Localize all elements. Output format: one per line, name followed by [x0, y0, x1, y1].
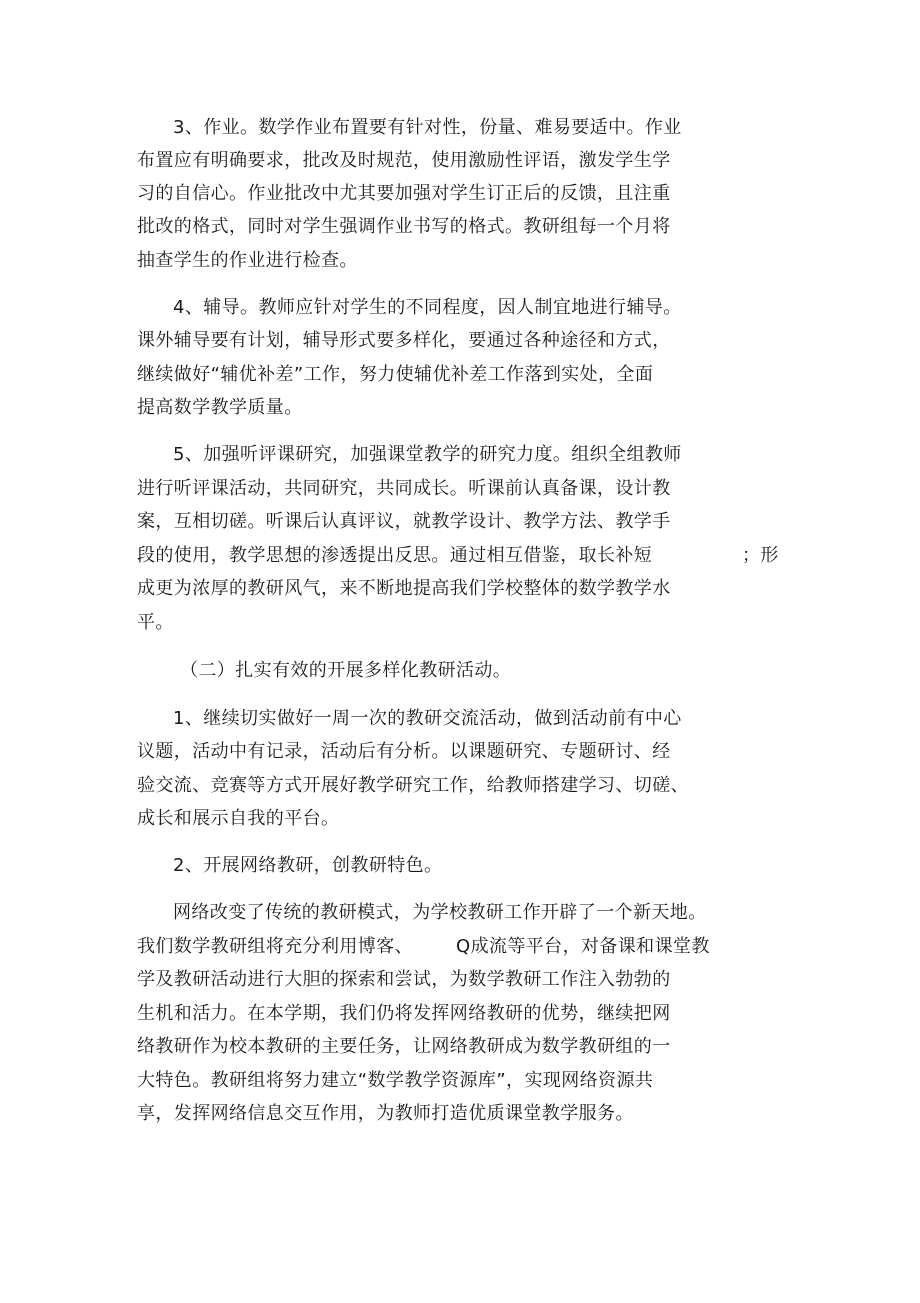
text-line-fragment: Q成流等平台，对备课和课堂教	[456, 936, 710, 957]
text-line: 习的自信心。作业批改中尤其要加强对学生订正后的反馈，且注重	[137, 183, 671, 204]
section-heading: （二）扎实有效的开展多样化教研活动。	[180, 660, 512, 681]
text-line: 议题，活动中有记录，活动后有分析。以课题研究、专题研讨、经	[137, 741, 671, 762]
text-line: 段的使用，教学思想的渗透提出反思。通过相互借鉴，取长补短	[137, 545, 653, 566]
text-line: 我们数学教研组将充分利用博客、	[137, 936, 413, 957]
text-line: 网络改变了传统的教研模式，为学校教研工作开辟了一个新天地。	[173, 902, 707, 923]
text-line: 验交流、竞赛等方式开展好教学研究工作，给教师搭建学习、切磋、	[137, 775, 689, 796]
text-line: 案，互相切磋。听课后认真评议，就教学设计、教学方法、教学手	[137, 511, 671, 532]
text-line: 批改的格式，同时对学生强调作业书写的格式。教研组每一个月将	[137, 216, 671, 237]
text-line: 抽查学生的作业进行检查。	[137, 250, 358, 271]
text-line: 3、作业。数学作业布置要有针对性，份量、难易要适中。作业	[173, 117, 682, 138]
text-line: 大特色。教研组将努力建立“数学教学资源库”，实现网络资源共	[137, 1070, 654, 1091]
text-line: 布置应有明确要求，批改及时规范，使用激励性评语，激发学生学	[137, 150, 671, 171]
text-line: 生机和活力。在本学期，我们仍将发挥网络教研的优势，继续把网	[137, 1003, 671, 1024]
text-line: 学及教研活动进行大胆的探索和尝试，为数学教研工作注入勃勃的	[137, 969, 671, 990]
text-line: 进行听评课活动，共同研究，共同成长。听课前认真备课，设计教	[137, 478, 671, 499]
text-line: 平。	[137, 612, 174, 633]
text-line: 络教研作为校本教研的主要任务，让网络教研成为数学教研组的一	[137, 1036, 671, 1057]
text-line: 5、加强听评课研究，加强课堂教学的研究力度。组织全组教师	[173, 444, 682, 465]
text-line: 享，发挥网络信息交互作用，为教师打造优质课堂教学服务。	[137, 1103, 634, 1124]
text-line-fragment: ；形	[742, 545, 779, 566]
text-line: 4、辅导。教师应针对学生的不同程度，因人制宜地进行辅导。	[173, 297, 682, 318]
text-line: 2、开展网络教研，创教研特色。	[173, 855, 443, 876]
text-line: 继续做好“辅优补差”工作，努力使辅优补差工作落到实处，全面	[137, 364, 654, 385]
text-line: 1、继续切实做好一周一次的教研交流活动，做到活动前有中心	[173, 708, 682, 729]
text-line: 成更为浓厚的教研风气，来不断地提高我们学校整体的数学教学水	[137, 578, 671, 599]
text-line: 成长和展示自我的平台。	[137, 808, 340, 829]
text-line: 提高数学教学质量。	[137, 397, 303, 418]
text-line: 课外辅导要有计划，辅导形式要多样化，要通过各种途径和方式，	[137, 330, 671, 351]
